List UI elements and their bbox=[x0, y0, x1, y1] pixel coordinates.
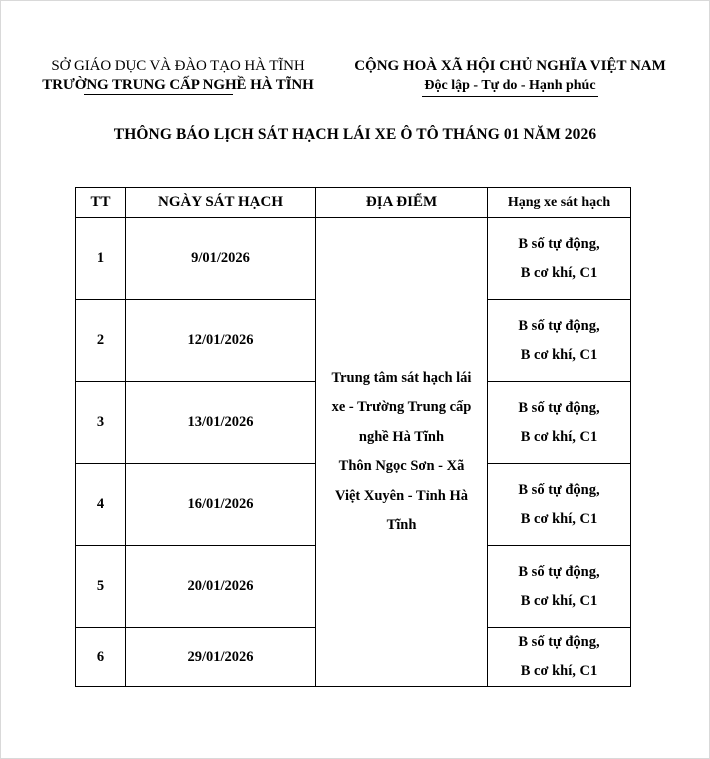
license-class bbox=[488, 546, 631, 628]
license-class-line: B cơ khí, C1 bbox=[520, 346, 598, 363]
header-exam-date: NGÀY SÁT HẠCH bbox=[126, 188, 316, 218]
school-name-underline bbox=[84, 94, 233, 95]
row-number: 2 bbox=[76, 300, 126, 382]
row-number: 4 bbox=[76, 464, 126, 546]
license-class-line: B số tự động, bbox=[518, 563, 600, 580]
row-number: 6 bbox=[76, 628, 126, 687]
location-line: Thôn Ngọc Sơn - Xã bbox=[338, 458, 465, 474]
table-header-row bbox=[76, 188, 631, 218]
row-number: 3 bbox=[76, 382, 126, 464]
license-class bbox=[488, 300, 631, 382]
exam-date: 20/01/2026 bbox=[126, 546, 316, 628]
row-number: 5 bbox=[76, 546, 126, 628]
exam-date: 29/01/2026 bbox=[126, 628, 316, 687]
header-license-class: Hạng xe sát hạch bbox=[488, 188, 631, 218]
exam-date: 16/01/2026 bbox=[126, 464, 316, 546]
license-class-line: B số tự động, bbox=[518, 235, 600, 252]
location-line: xe - Trường Trung cấp bbox=[331, 399, 472, 415]
license-class-line: B cơ khí, C1 bbox=[520, 592, 598, 609]
document-title: THÔNG BÁO LỊCH SÁT HẠCH LÁI XE Ô TÔ THÁNG 01 NĂM 2026 bbox=[113, 126, 597, 143]
national-header bbox=[340, 57, 680, 97]
exam-date: 9/01/2026 bbox=[126, 218, 316, 300]
license-class-line: B số tự động, bbox=[518, 399, 600, 416]
license-class-line: B số tự động, bbox=[518, 481, 600, 498]
exam-schedule-table bbox=[75, 187, 631, 687]
issuer-header bbox=[20, 57, 336, 95]
header-tt: TT bbox=[76, 188, 126, 218]
location-line: Việt Xuyên - Tỉnh Hà bbox=[335, 487, 468, 504]
license-class-line: B cơ khí, C1 bbox=[520, 264, 598, 281]
location-line: Tĩnh bbox=[386, 517, 417, 533]
school-name-text: TRƯỜNG TRUNG CẤP NGHỀ HÀ TĨNH bbox=[42, 77, 314, 93]
license-class bbox=[488, 382, 631, 464]
department-name: SỞ GIÁO DỤC VÀ ĐÀO TẠO HÀ TĨNH bbox=[51, 58, 305, 74]
license-class bbox=[488, 464, 631, 546]
header-location: ĐỊA ĐIỂM bbox=[316, 188, 488, 218]
license-class-line: B số tự động, bbox=[518, 317, 600, 334]
national-motto: Độc lập - Tự do - Hạnh phúc bbox=[422, 76, 597, 97]
exam-date: 12/01/2026 bbox=[126, 300, 316, 382]
row-number: 1 bbox=[76, 218, 126, 300]
location-line: Trung tâm sát hạch lái bbox=[331, 369, 472, 386]
license-class-line: B cơ khí, C1 bbox=[520, 428, 598, 445]
school-name bbox=[20, 76, 336, 95]
license-class-line: B cơ khí, C1 bbox=[520, 510, 598, 527]
country-name: CỘNG HOÀ XÃ HỘI CHỦ NGHĨA VIỆT NAM bbox=[354, 58, 666, 74]
exam-date: 13/01/2026 bbox=[126, 382, 316, 464]
exam-location bbox=[316, 218, 488, 687]
location-line: nghề Hà Tĩnh bbox=[358, 428, 445, 445]
license-class-line: B số tự động, bbox=[518, 634, 600, 650]
license-class bbox=[488, 218, 631, 300]
license-class-line: B cơ khí, C1 bbox=[520, 663, 598, 679]
license-class bbox=[488, 628, 631, 687]
table-row bbox=[76, 218, 631, 300]
